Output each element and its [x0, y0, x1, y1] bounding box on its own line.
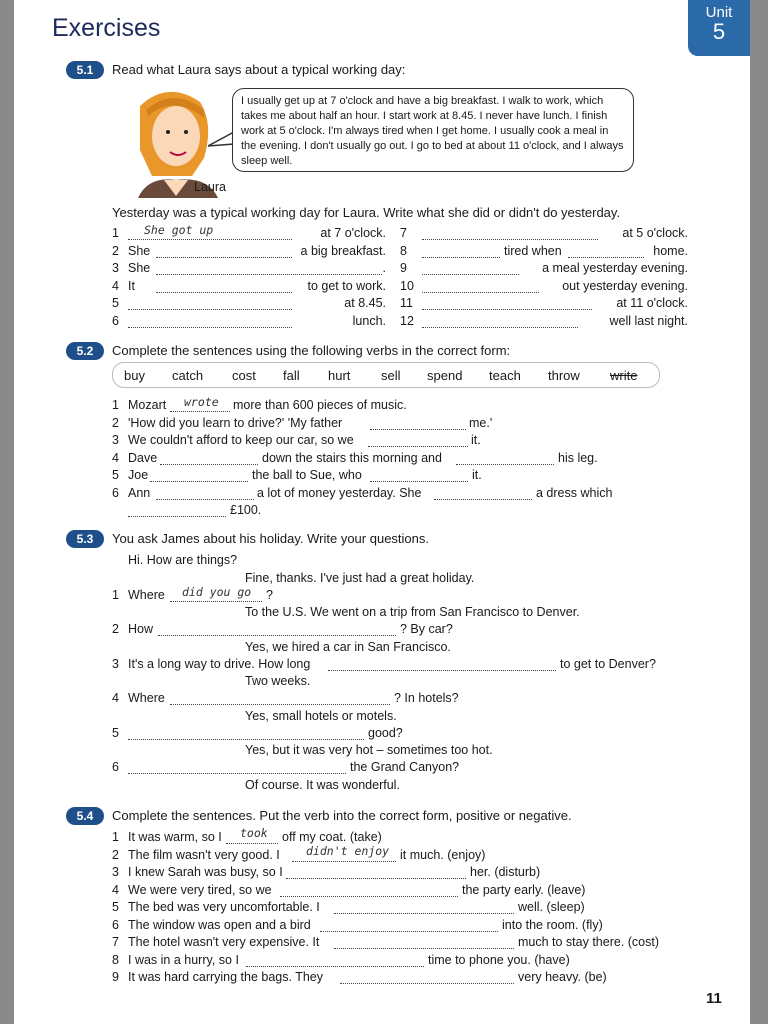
sentence-end: home. — [653, 243, 688, 258]
sentence-end: a meal yesterday evening. — [542, 261, 688, 275]
item-number: 3 — [112, 261, 119, 275]
james-reply: To the U.S. We went on a trip from San Francisco to Denver. — [245, 605, 580, 619]
sentence-part: it. — [471, 433, 481, 447]
word-buy: buy — [124, 368, 145, 383]
item-number: 5 — [112, 468, 119, 482]
sentence-part: down the stairs this morning and — [262, 450, 442, 465]
task-5-1: Yesterday was a typical working day for Laura. Write what she did or didn't do yesterday. — [112, 205, 621, 220]
answer-blank[interactable] — [128, 315, 292, 328]
sentence-part: a dress which — [536, 485, 613, 500]
item-number: 6 — [112, 917, 119, 932]
james-reply: Yes, we hired a car in San Francisco. — [245, 639, 451, 654]
answer-blank[interactable] — [422, 245, 500, 258]
sentence-end: lunch. — [352, 313, 386, 328]
item-number: 3 — [112, 865, 119, 879]
answer-blank[interactable] — [158, 623, 396, 636]
sentence-part: the ball to Sue, who — [252, 468, 362, 482]
item-number: 1 — [112, 587, 119, 602]
speech-bubble — [232, 88, 634, 172]
item-number: 3 — [112, 433, 119, 447]
item-number: 2 — [112, 415, 119, 430]
sentence-part: We couldn't afford to keep our car, so we — [128, 433, 354, 447]
item-number: 5 — [112, 296, 119, 310]
answer-blank[interactable] — [246, 954, 424, 967]
exercise-badge-5-3: 5.3 — [66, 530, 104, 548]
item-number: 11 — [400, 296, 413, 310]
sentence-part: more than 600 pieces of music. — [233, 398, 407, 412]
james-reply: Yes, small hotels or motels. — [245, 708, 397, 723]
question-end: ? In hotels? — [394, 691, 459, 705]
word-throw: throw — [548, 368, 580, 383]
exercise-badge-5-4: 5.4 — [66, 807, 104, 825]
item-number: 9 — [400, 261, 407, 275]
sentence-start: I was in a hurry, so I — [128, 952, 239, 967]
item-number: 4 — [112, 450, 119, 465]
item-number: 4 — [112, 278, 119, 293]
james-reply: Yes, but it was very hot – sometimes too hot. — [245, 743, 493, 757]
answer-blank[interactable] — [280, 884, 458, 897]
sentence-end: at 8.45. — [344, 296, 386, 310]
answer-blank[interactable] — [286, 866, 466, 879]
sentence-start: The hotel wasn't very expensive. It — [128, 935, 320, 949]
word-sell: sell — [381, 368, 401, 383]
exercise-badge-5-2: 5.2 — [66, 342, 104, 360]
item-number: 6 — [112, 760, 119, 774]
sentence-part: me.' — [469, 415, 493, 430]
word-hurt: hurt — [328, 368, 351, 383]
james-reply: Fine, thanks. I've just had a great holiday. — [245, 570, 475, 585]
sentence-end: her. (disturb) — [470, 865, 541, 879]
sentence-start: It was hard carrying the bags. They — [128, 970, 324, 984]
question-text: How — [128, 622, 154, 636]
sentence-part: it. — [472, 468, 482, 482]
sentence-end: . — [382, 261, 386, 275]
item-number: 1 — [112, 226, 119, 240]
question-end: ? — [266, 587, 273, 602]
word-teach: teach — [489, 368, 521, 383]
item-number: 8 — [400, 243, 407, 258]
sentence-start: She — [128, 261, 151, 275]
question-end: good? — [368, 725, 403, 740]
item-number: 5 — [112, 725, 119, 740]
answer-blank[interactable] — [170, 692, 390, 705]
answer-blank[interactable] — [160, 452, 258, 465]
sentence-end: a big breakfast. — [300, 243, 386, 258]
sentence-end: out yesterday evening. — [562, 278, 688, 293]
sentence-end: to get to work. — [307, 278, 386, 293]
item-number: 4 — [112, 882, 119, 897]
answer-blank[interactable] — [422, 315, 578, 328]
sentence-end: well. (sleep) — [518, 900, 585, 914]
sentence-end: the party early. (leave) — [462, 882, 586, 897]
sentence-part: a lot of money yesterday. She — [257, 485, 422, 500]
item-number: 2 — [112, 622, 119, 636]
james-reply: Of course. It was wonderful. — [245, 777, 400, 792]
answer-blank[interactable] — [156, 262, 382, 275]
item-number: 4 — [112, 691, 119, 705]
item-number: 1 — [112, 830, 119, 844]
answer-blank[interactable] — [340, 971, 514, 984]
sentence-part: Dave — [128, 450, 158, 465]
sentence-end: at 5 o'clock. — [622, 226, 688, 240]
sentence-part: his leg. — [558, 450, 598, 465]
answer-blank[interactable] — [334, 936, 514, 949]
item-number: 5 — [112, 900, 119, 914]
page-number: 11 — [706, 990, 722, 1007]
sentence-end: into the room. (fly) — [502, 917, 603, 932]
item-number: 2 — [112, 243, 119, 258]
item-number: 8 — [112, 952, 119, 967]
question-end: ? By car? — [400, 622, 453, 636]
question-text: Where — [128, 587, 165, 602]
sentence-start: It was warm, so I — [128, 830, 222, 844]
answer-blank[interactable] — [128, 297, 292, 310]
james-reply: Two weeks. — [245, 674, 311, 688]
word-spend: spend — [427, 368, 463, 383]
sentence-end: off my coat. (take) — [282, 830, 382, 844]
answer-blank[interactable] — [434, 487, 532, 500]
sentence-part: Mozart — [128, 398, 167, 412]
sentence-part: 'How did you learn to drive?' 'My father — [128, 415, 343, 430]
answer-blank[interactable] — [320, 919, 498, 932]
sentence-part: Joe — [128, 468, 149, 482]
page-title: Exercises — [52, 14, 161, 42]
exercise-badge-5-1: 5.1 — [66, 61, 104, 79]
sentence-part: £100. — [230, 503, 262, 517]
answer-blank[interactable] — [370, 417, 466, 430]
word-cost: cost — [232, 368, 256, 383]
answer-blank[interactable] — [156, 280, 292, 293]
sentence-start: It — [128, 278, 135, 293]
item-number: 6 — [112, 313, 119, 328]
answer-blank[interactable] — [368, 434, 468, 447]
question-text: It's a long way to drive. How long — [128, 656, 311, 671]
sentence-end: at 7 o'clock. — [320, 226, 386, 240]
answer-blank[interactable] — [422, 262, 519, 275]
unit-label: Unit — [705, 4, 733, 21]
unit-number: 5 — [712, 19, 726, 44]
sentence-end: well last night. — [609, 313, 688, 328]
item-number: 6 — [112, 485, 119, 500]
answer-blank[interactable] — [156, 487, 254, 500]
handwritten-answer: wrote — [184, 395, 219, 409]
character-name: Laura — [194, 180, 226, 194]
sentence-start: The window was open and a bird — [128, 917, 311, 932]
item-number: 12 — [400, 313, 414, 328]
answer-blank[interactable] — [422, 297, 592, 310]
answer-blank[interactable] — [128, 761, 346, 774]
handwritten-answer: She got up — [144, 223, 214, 237]
answer-blank[interactable] — [128, 504, 226, 517]
sentence-start: I knew Sarah was busy, so I — [128, 865, 283, 879]
answer-blank[interactable] — [456, 452, 554, 465]
sentence-end: at 11 o'clock. — [616, 296, 688, 310]
question-end: the Grand Canyon? — [350, 760, 460, 774]
sentence-end: much to stay there. (cost) — [518, 935, 660, 949]
answer-blank[interactable] — [422, 280, 539, 293]
item-number: 7 — [400, 226, 407, 240]
answer-blank[interactable] — [156, 245, 292, 258]
answer-blank[interactable] — [370, 469, 468, 482]
instruction-5-1: Read what Laura says about a typical working day: — [112, 62, 406, 77]
sentence-start: The film wasn't very good. I — [128, 847, 280, 862]
speech-text: I usually get up at 7 o'clock and have a big breakfast. I walk to work, which takes me about half an hour. I start work at 8.45. I never have lunch. I finish work at 5 o'clock. I'm always tired when I get home. I usually cook a meal in the evening. I don't usually go out. I go to bed at about 11 o'clock, and I always sleep well. — [241, 95, 624, 167]
handwritten-answer: didn't enjoy — [306, 843, 390, 858]
sentence-start: She — [128, 243, 151, 258]
word-fall: fall — [283, 368, 300, 383]
instruction-5-2: Complete the sentences using the following verbs in the correct form: — [112, 343, 511, 358]
sentence-start: The bed was very uncomfortable. I — [128, 900, 320, 914]
handwritten-answer: took — [240, 826, 268, 840]
handwritten-answer: did you go — [182, 584, 252, 599]
sentence-end: time to phone you. (have) — [428, 952, 570, 967]
answer-blank[interactable] — [150, 469, 248, 482]
word-catch: catch — [172, 368, 204, 383]
sentence-middle: tired when — [504, 243, 562, 258]
answer-blank[interactable] — [128, 727, 364, 740]
word-write: write — [610, 368, 638, 383]
answer-blank[interactable] — [422, 227, 598, 240]
item-number: 7 — [112, 935, 119, 949]
question-text: Hi. How are things? — [128, 553, 238, 567]
sentence-end: very heavy. (be) — [518, 970, 607, 984]
item-number: 3 — [112, 656, 119, 671]
instruction-5-3: You ask James about his holiday. Write your questions. — [112, 531, 429, 546]
sentence-part: Ann — [128, 485, 151, 500]
answer-blank[interactable] — [568, 245, 644, 258]
item-number: 1 — [112, 398, 119, 412]
question-text: Where — [128, 691, 165, 705]
item-number: 9 — [112, 970, 119, 984]
sentence-end: it much. (enjoy) — [400, 847, 486, 862]
answer-blank[interactable] — [328, 658, 556, 671]
question-end: to get to Denver? — [560, 656, 656, 671]
instruction-5-4: Complete the sentences. Put the verb into the correct form, positive or negative. — [112, 808, 572, 823]
item-number: 2 — [112, 847, 119, 862]
unit-tab — [688, 0, 750, 56]
item-number: 10 — [400, 278, 414, 293]
answer-blank[interactable] — [334, 901, 514, 914]
sentence-start: We were very tired, so we — [128, 882, 272, 897]
